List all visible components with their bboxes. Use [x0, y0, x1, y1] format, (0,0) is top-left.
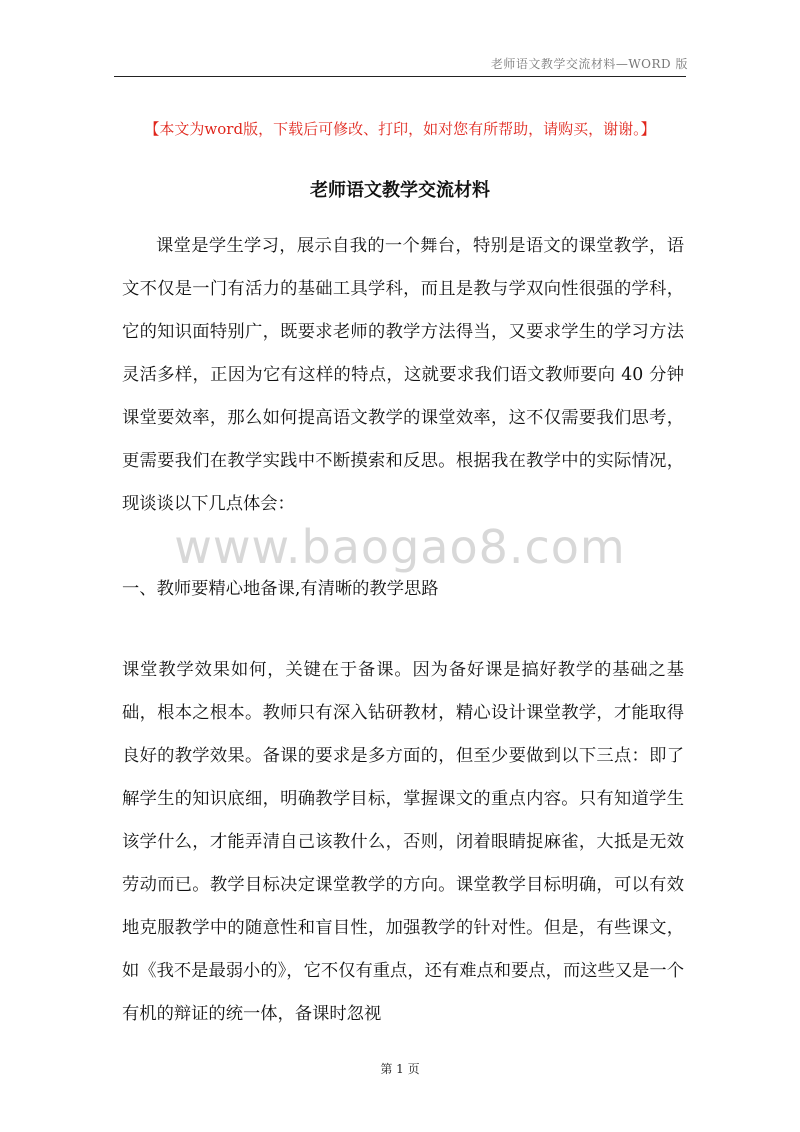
page-number: 第 1 页 — [380, 1062, 420, 1076]
section-1-paragraph: 课堂教学效果如何，关键在于备课。因为备好课是搞好教学的基础之基础，根本之根本。教师只有深入钻研教材，精心设计课堂教学，才能取得良好的教学效果。备课的要求是多方面的，但至少要做到以下三点：即了解学生的知识底细，明确教学目标，掌握课文的重点内容。只有知道学生该学什么，才能弄清自己该教什么，否则，闭着眼睛捉麻雀，大抵是无效劳动而已。教学目标决定课堂教学的方向。课堂教学目标明确，可以有效地克服教学中的随意性和盲目性，加强教学的针对性。但是，有些课文，如《我不是最弱小的》，它不仅有重点，还有难点和要点，而这些又是一个有机的辩证的统一体，备课时忽视 — [122, 660, 684, 1024]
running-header: 老师语文教学交流材料—WORD 版 — [490, 57, 688, 71]
header-divider — [114, 76, 686, 77]
intro-paragraph: 课堂是学生学习，展示自我的一个舞台，特别是语文的课堂教学，语文不仅是一门有活力的基础工具学科，而且是教与学双向性很强的学科，它的知识面特别广，既要求老师的教学方法得当，又要求学生的学习方法灵活多样，正因为它有这样的特点，这就要求我们语文教师要向 40 分钟课堂要效率，那么如何提高语文教学的课堂效率，这不仅需要我们思考，更需要我们在教学实践中不断摸索和反思。根据我在教学中的实际情况，现谈谈以下几点体会： — [122, 236, 684, 514]
watermark: www.baogao8.com — [174, 520, 626, 574]
purchase-notice: 【本文为word版，下载后可修改、打印，如对您有所帮助，请购买，谢谢。】 — [144, 120, 656, 138]
document-title: 老师语文教学交流材料 — [310, 180, 490, 201]
section-heading-1: 一、教师要精心地备课,有清晰的教学思路 — [122, 579, 439, 599]
